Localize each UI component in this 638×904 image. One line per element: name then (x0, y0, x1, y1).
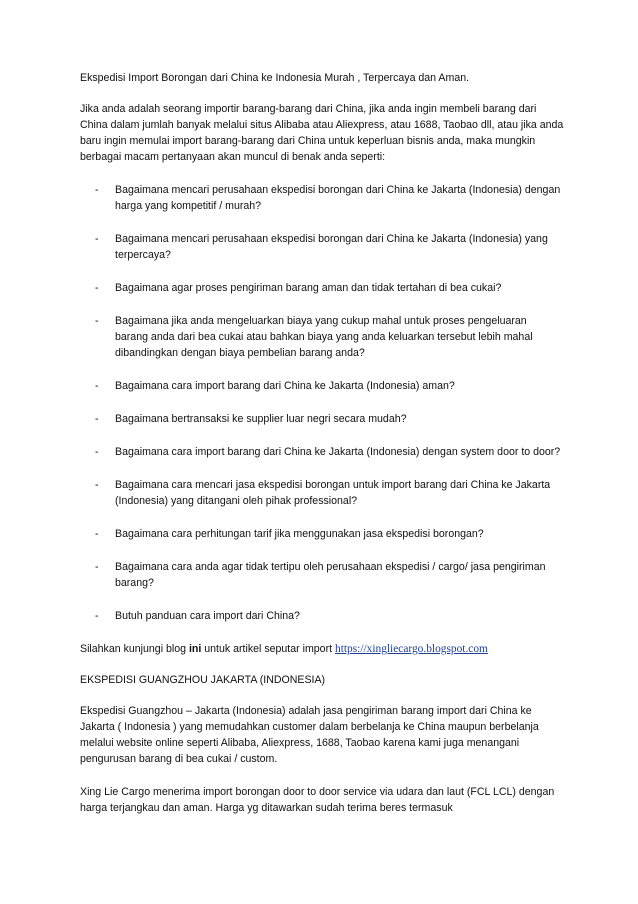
section-heading: EKSPEDISI GUANGZHOU JAKARTA (INDONESIA) (80, 674, 326, 686)
bullet-dash: - (95, 184, 99, 196)
list-item (80, 526, 565, 542)
question-text: Bagaimana mencari perusahaan ekspedisi borongan dari China ke Jakarta (Indonesia) dengan harga yang kompetitif / murah? (115, 184, 561, 212)
list-item (80, 182, 565, 214)
bullet-dash: - (95, 561, 99, 573)
blog-link-word[interactable]: ini (188, 643, 202, 655)
question-text: Bagaimana cara import barang dari China ke Jakarta (Indonesia) dengan system door to door? (115, 446, 561, 458)
bullet-dash: - (95, 413, 99, 425)
question-text: Bagaimana jika anda mengeluarkan biaya yang cukup mahal untuk proses pengeluaran barang anda dari bea cukai atau bahkan biaya yang anda keluarkan tersebut lebih mahal dibandingkan dengan biaya pembelian barang anda? (115, 315, 533, 359)
bullet-dash: - (95, 380, 99, 392)
bullet-dash: - (95, 446, 99, 458)
list-item (80, 313, 565, 361)
blog-invitation (80, 641, 565, 657)
bullet-dash: - (95, 282, 99, 294)
closing-paragraph: Xing Lie Cargo menerima import borongan door to door service via udara dan laut (FCL LCL) dengan harga terjangkau dan aman. Harga yg ditawarkan sudah terima beres termasuk (80, 786, 555, 814)
question-text: Bagaimana cara perhitungan tarif jika menggunakan jasa ekspedisi borongan? (115, 528, 484, 540)
bullet-dash: - (95, 610, 99, 622)
bullet-dash: - (95, 479, 99, 491)
list-item (80, 411, 565, 427)
blog-url-link[interactable]: https://xingliecargo.blogspot.com (335, 643, 488, 655)
question-text: Bagaimana cara anda agar tidak tertipu oleh perusahaan ekspedisi / cargo/ jasa pengiriman barang? (115, 561, 546, 589)
section-body-paragraph: Ekspedisi Guangzhou – Jakarta (Indonesia) adalah jasa pengiriman barang import dari China ke Jakarta ( Indonesia ) yang memudahkan customer dalam berbelanja ke China maupun berbelanja melalui website online seperti Alibaba, Aliexpress, 1688, Taobao karena kami juga menangani pengurusan barang di bea cukai / custom. (80, 705, 539, 765)
blog-prefix: Silahkan kunjungi blog (80, 643, 189, 655)
document-title: Ekspedisi Import Borongan dari China ke Indonesia Murah , Terpercaya dan Aman. (80, 72, 470, 84)
bullet-dash: - (95, 315, 99, 327)
intro-paragraph: Jika anda adalah seorang importir barang-barang dari China, jika anda ingin membeli barang dari China dalam jumlah banyak melalui situs Alibaba atau Aliexpress, atau 1688, Taobao dll, atau jika anda baru ingin memulai import barang-barang dari China untuk keperluan bisnis anda, maka mungkin berbagai macam pertanyaan akan muncul di benak anda seperti: (80, 103, 564, 163)
list-item (80, 378, 565, 394)
question-text: Bagaimana bertransaksi ke supplier luar negri secara mudah? (115, 413, 407, 425)
question-text: Butuh panduan cara import dari China? (115, 610, 300, 622)
question-list (80, 182, 565, 624)
blog-middle: untuk artikel seputar import (201, 643, 335, 655)
list-item (80, 477, 565, 509)
question-text: Bagaimana mencari perusahaan ekspedisi borongan dari China ke Jakarta (Indonesia) yang terpercaya? (115, 233, 548, 261)
list-item (80, 231, 565, 263)
bullet-dash: - (95, 233, 99, 245)
list-item (80, 280, 565, 296)
bullet-dash: - (95, 528, 99, 540)
question-text: Bagaimana cara mencari jasa ekspedisi borongan untuk import barang dari China ke Jakarta (Indonesia) yang ditangani oleh pihak professional? (115, 479, 551, 507)
question-text: Bagaimana cara import barang dari China ke Jakarta (Indonesia) aman? (115, 380, 455, 392)
list-item (80, 559, 565, 591)
question-text: Bagaimana agar proses pengiriman barang aman dan tidak tertahan di bea cukai? (115, 282, 502, 294)
list-item (80, 608, 565, 624)
list-item (80, 444, 565, 460)
document-page (80, 70, 565, 831)
